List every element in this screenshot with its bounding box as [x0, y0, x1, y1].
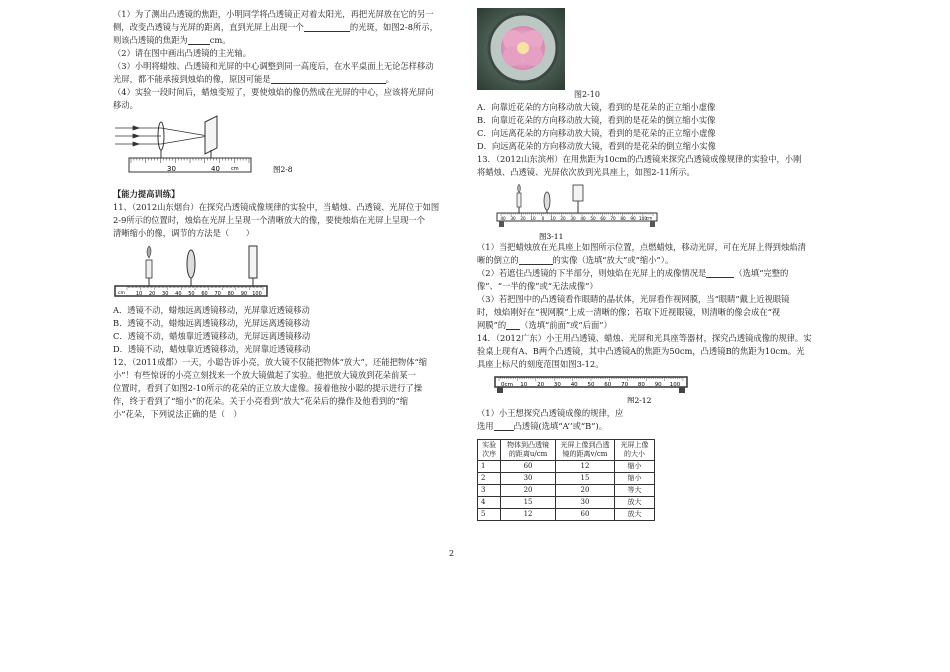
table-cell: 12	[555, 461, 614, 473]
light-screen	[573, 185, 583, 201]
ruler-tick-label: 0cm	[501, 382, 513, 388]
table-cell: 5	[478, 509, 501, 521]
q12-line1: 12、（2011成都）一天，小聪告诉小亮，放大镜不仅能把物体“放大”，还能把物体“缩	[113, 357, 428, 367]
table-row	[478, 497, 655, 509]
q1-line2-text-b: 的光斑，如图2-8所示，	[349, 22, 438, 32]
ray-arrow	[133, 126, 139, 130]
ruler-tick-label: 30	[570, 216, 576, 221]
ruler-tick-label: 20	[537, 382, 545, 388]
section-heading: 【能力提高训练】	[113, 189, 180, 199]
figure-3-11-drawing	[477, 179, 817, 241]
figure-label: 图2-8	[273, 165, 293, 174]
figure-2-10-area	[477, 8, 817, 101]
answer-blank	[271, 74, 386, 84]
q4-line2: 移动。	[113, 100, 138, 110]
figure-label: 图2-12	[627, 396, 652, 403]
left-column	[113, 8, 443, 421]
ruler-unit: cm	[646, 215, 653, 221]
ruler-tick-label: 10	[520, 382, 528, 388]
table-cell: 30	[555, 497, 614, 509]
ruler-tick-label: 40	[580, 216, 586, 221]
q13-b-line1	[477, 267, 817, 280]
convex-lens	[187, 250, 195, 278]
ruler-tick-label: 50	[188, 291, 195, 297]
figure-2-8	[113, 114, 443, 182]
q13-c-line3	[477, 319, 817, 332]
q2-text: （2）请在图中画出凸透镜的主光轴。	[113, 48, 252, 58]
ruler-tick-label: 70	[214, 291, 221, 297]
figure-2-9-drawing	[113, 240, 443, 304]
q12-line4: 作，终于看到了“缩小”的花朵。关于小亮看到“放大”花朵后的操作及他看到的“缩	[113, 396, 409, 406]
ruler-tick-label: 30	[162, 291, 169, 297]
q1-line3	[113, 34, 443, 47]
page-number: 2	[449, 549, 455, 558]
q1-line3-text-b: cm。	[209, 35, 231, 45]
table-header: 光屏上像到凸透镜的距离v/cm	[555, 440, 614, 461]
q14-a-line2	[477, 420, 817, 433]
ruler-tick-label: 10	[530, 216, 536, 221]
figure-2-12-drawing	[477, 371, 817, 403]
q13-a-line2-text-a: 晰的倒立的	[477, 255, 519, 265]
ruler-tick-label: 20	[520, 216, 526, 221]
ruler-unit: cm	[118, 291, 125, 296]
ruler-tick-label: 60	[604, 382, 612, 388]
q11-option-d[interactable]: D．透镜不动，蜡烛靠近透镜移动，光屏靠近透镜移动	[113, 344, 311, 354]
light-screen	[249, 246, 257, 278]
ruler-tick-label: 10	[550, 216, 556, 221]
table-cell: 60	[501, 461, 556, 473]
q11-line2: 2-9所示的位置时，烛焰在光屏上呈现一个清晰放大的像，要使烛焰在光屏上呈现一个	[113, 215, 426, 225]
ruler-tick-label: 100	[252, 291, 262, 297]
q11-line1: 11、（2012山东烟台）在探究凸透镜成像规律的实验中，当蜡烛、凸透镜、光屏位于如图	[113, 202, 440, 212]
candle	[146, 260, 152, 278]
answer-blank	[188, 35, 210, 45]
table-header: 光屏上像的大小	[614, 440, 654, 461]
q13-c-line1: （3）若把图中的凸透镜看作眼睛的晶状体，光屏看作视网膜，当“眼睛”戴上近视眼镜	[477, 294, 790, 304]
q13-line1: 13．（2012山东滨州）在用焦距为10cm的凸透镜来探究凸透镜成像规律的实验中，小刚	[477, 154, 802, 164]
candle	[517, 193, 521, 207]
table-cell: 30	[501, 473, 556, 485]
ruler-tick-label: 80	[637, 382, 645, 388]
bench-leg	[499, 221, 504, 227]
refracted-ray	[161, 136, 208, 144]
q12-option-c[interactable]: C．向远离花朵的方向移动放大镜，看到的是花朵的正立缩小虚像	[477, 128, 716, 138]
ruler-tick-label: 60	[201, 291, 208, 297]
q3-line1: （3）小明将蜡烛、凸透镜和光屏的中心调整到同一高度后，在水平桌面上无论怎样移动	[113, 61, 434, 71]
table-cell: 60	[555, 509, 614, 521]
ruler-tick-label: 80	[620, 216, 626, 221]
ruler-tick-label: 0	[541, 216, 545, 221]
ruler-tick-label: 30	[167, 165, 176, 173]
ruler-tick-label: 40	[570, 382, 578, 388]
table-cell: 缩小	[614, 473, 654, 485]
table-cell: 2	[478, 473, 501, 485]
table-cell: 放大	[614, 509, 654, 521]
ruler-tick-label: 40	[175, 291, 182, 297]
q1-line3-text-a: 则该凸透镜的焦距为	[113, 35, 188, 45]
q1-line1: （1）为了测出凸透镜的焦距，小明同学将凸透镜正对着太阳光，再把光屏放在它的另一	[113, 9, 434, 19]
figure-3-11	[477, 179, 817, 241]
q14-a-line2-text-b: 凸透镜(选填“A’’或“B”)。	[513, 421, 608, 431]
q14-line2: 验桌上现有A、B两个凸透镜，其中凸透镜A的焦距为50cm，凸透镜B的焦距为10cm。光	[477, 346, 805, 356]
q13-a-line2-text-b: 的实像（选填“放大”或“缩小”）。	[552, 255, 674, 265]
q13-b-line1-text-b: （选填“完整的	[734, 268, 789, 278]
ruler-tick-label: 100	[639, 216, 647, 221]
table-cell: 12	[501, 509, 556, 521]
ruler-tick-label: 50	[587, 382, 595, 388]
ruler-tick-label: 40	[211, 165, 220, 173]
table-cell: 放大	[614, 497, 654, 509]
table-row	[478, 473, 655, 485]
candle-flame	[147, 246, 151, 258]
ruler-tick-label: 30	[553, 382, 561, 388]
ruler-tick-label: 70	[610, 216, 616, 221]
experiment-table	[477, 439, 655, 521]
q14-a-line2-text-a: 选用	[477, 421, 494, 431]
bench-leg	[650, 221, 655, 227]
ruler-tick-label: 10	[135, 291, 143, 297]
ray-arrow	[133, 134, 139, 138]
q12-option-b[interactable]: B．向靠近花朵的方向移动放大镜，看到的是花朵的倒立缩小实像	[477, 115, 716, 125]
table-cell: 缩小	[614, 461, 654, 473]
q11-line3: 清晰缩小的像，调节的方法是（ ）	[113, 228, 255, 238]
light-screen	[205, 116, 217, 154]
table-row	[478, 509, 655, 521]
convex-lens	[544, 192, 550, 210]
table-cell: 15	[501, 497, 556, 509]
figure-2-8-drawing	[113, 114, 443, 182]
table-header-row	[478, 440, 655, 461]
ruler-tick-label: 20	[560, 216, 566, 221]
q13-a-line2	[477, 254, 817, 267]
figure-2-12	[477, 371, 817, 403]
q14-line1: 14．（2012广东）小王用凸透镜、蜡烛、光屏和光具座等器材，探究凸透镜成像的规律。实	[477, 333, 812, 343]
ruler-tick-label: 100	[669, 382, 681, 388]
ruler-tick-label: 30	[510, 216, 516, 221]
q4-line1: （4）实验一段时间后，蜡烛变短了，要使烛焰的像仍然成在光屏的中心，应该将光屏向	[113, 87, 434, 97]
q13-c-line3-text-b: （选填“前面”或“后面”）	[520, 320, 612, 330]
q11-option-b[interactable]: B．透镜不动，蜡烛远离透镜移动，光屏远离透镜移动	[113, 318, 310, 328]
ruler-tick-label: 50	[590, 216, 596, 221]
q13-line2: 将蜡烛、凸透镜、光屏依次放到光具座上，如图2-11所示。	[477, 167, 695, 177]
ruler-tick-label: 90	[654, 382, 662, 388]
q13-b-line1-text-a: （2）若遮住凸透镜的下半部分，则烛焰在光屏上的成像情况是	[477, 268, 707, 278]
table-row	[478, 485, 655, 497]
table-cell: 等大	[614, 485, 654, 497]
ruler-tick-label: 90	[630, 216, 636, 221]
ruler-tick-label: 70	[621, 382, 629, 388]
answer-blank	[706, 268, 734, 278]
q12-option-d[interactable]: D．向远离花朵的方向移动放大镜，看到的是花朵的倒立缩小实像	[477, 141, 716, 151]
answer-blank	[519, 255, 553, 265]
q13-c-line2: 时，烛焰刚好在“视网膜”上成一清晰的像；若取下近视眼镜，则清晰的像会成在“视	[477, 307, 781, 317]
q12-line3: 位置时，看到了如图2-10所示的花朵的正立放大虚像。接着他按小聪的提示进行了操	[113, 383, 423, 393]
q13-c-line3-text-a: 网膜”的	[477, 320, 507, 330]
ruler-tick-label: 90	[240, 291, 248, 297]
candle-flame	[518, 184, 521, 193]
q1-line2-text-a: 侧，改变凸透镜与光屏的距离，直到光屏上出现一个	[113, 22, 304, 32]
q14-a-line1: （1）小王想探究凸透镜成像的规律，应	[477, 408, 624, 418]
ruler-tick-label: 60	[600, 216, 606, 221]
ruler-tick-label: 80	[227, 291, 234, 297]
answer-blank	[494, 421, 514, 431]
table-body	[478, 461, 655, 521]
refracted-ray	[161, 128, 208, 136]
q13-b-line2: 像”、“一半的像”或“无法成像”）	[477, 281, 598, 291]
figure-2-9	[113, 240, 443, 304]
right-column	[477, 8, 817, 521]
table-cell: 20	[501, 485, 556, 497]
q14-line3: 具座上标尺的刻度范围如图3-12。	[477, 359, 604, 369]
table-cell: 20	[555, 485, 614, 497]
answer-blank	[304, 22, 350, 32]
table-header: 物体到凸透镜的距离u/cm	[501, 440, 556, 461]
ray-arrow	[133, 142, 139, 146]
table-cell: 15	[555, 473, 614, 485]
table-cell: 4	[478, 497, 501, 509]
q12-option-a[interactable]: A．向靠近花朵的方向移动放大镜，看到的是花朵的正立缩小虚像	[477, 102, 716, 112]
table-cell: 1	[478, 461, 501, 473]
q11-option-a[interactable]: A．透镜不动，蜡烛远离透镜移动，光屏靠近透镜移动	[113, 305, 310, 315]
q12-line2: 小”！有些惊讶的小亮立刻找来一个放大镜做起了实验。他把放大镜放到花朵前某一	[113, 370, 416, 380]
q12-line5: 小”花朵，下列说法正确的是（ ）	[113, 409, 242, 419]
q3-line2	[113, 73, 443, 86]
q11-option-c[interactable]: C．透镜不动，蜡烛靠近透镜移动，光屏远离透镜移动	[113, 331, 311, 341]
table-header: 实验次序	[478, 440, 501, 461]
figure-label: 图2-10	[574, 90, 600, 99]
table-cell: 3	[478, 485, 501, 497]
q1-line2	[113, 21, 443, 34]
q13-a-line1: （1）当把蜡烛放在光具座上如图所示位置，点燃蜡烛，移动光屏，可在光屏上得到烛焰清	[477, 242, 806, 252]
answer-blank	[506, 320, 520, 330]
q3-line2-text-b: 。	[385, 74, 394, 84]
ruler-unit: cm	[231, 166, 239, 172]
q3-line2-text-a: 光屏，都不能承接到烛焰的像，原因可能是	[113, 74, 271, 84]
table-row	[478, 461, 655, 473]
ruler-tick-label: 20	[148, 291, 156, 297]
ruler-tick-label: 40	[500, 216, 506, 221]
figure-label: 图3-11	[539, 232, 564, 241]
sun-rays	[115, 126, 208, 146]
